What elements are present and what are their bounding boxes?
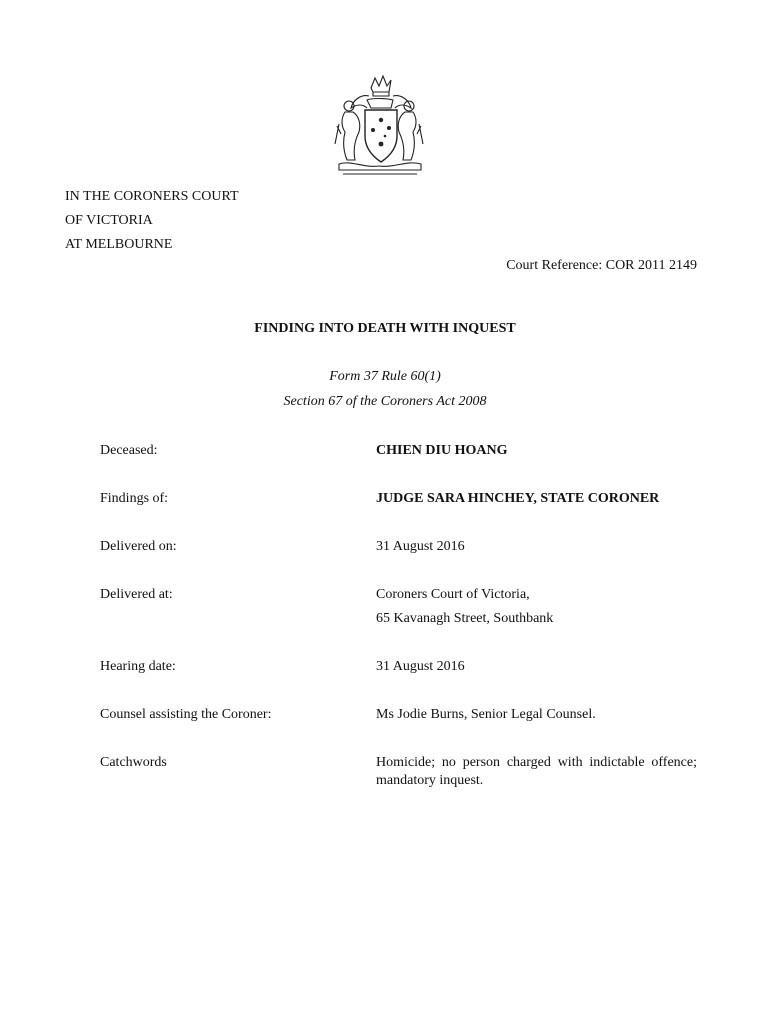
hearing-date-value: 31 August 2016	[376, 659, 465, 674]
delivered-at-value	[376, 583, 697, 631]
delivered-at-label: Delivered at:	[100, 587, 173, 602]
hearing-date-label: Hearing date:	[100, 659, 176, 674]
catchwords-value: Homicide; no person charged with indictable offence; mandatory inquest.	[376, 755, 697, 788]
findings-of-value: JUDGE SARA HINCHEY, STATE CORONER	[376, 491, 660, 506]
deceased-value: CHIEN DIU HOANG	[376, 443, 508, 458]
form-rule-line: Form 37 Rule 60(1)	[329, 369, 441, 384]
counsel-label: Counsel assisting the Coroner:	[100, 707, 272, 722]
court-name-block	[65, 185, 239, 257]
findings-of-label: Findings of:	[100, 491, 169, 506]
court-line-3: AT MELBOURNE	[65, 237, 173, 252]
court-reference: Court Reference: COR 2011 2149	[506, 258, 697, 273]
catchwords-label: Catchwords	[100, 755, 167, 770]
delivered-on-value: 31 August 2016	[376, 539, 465, 554]
delivered-at-line-1: Coroners Court of Victoria,	[376, 587, 530, 602]
victoria-coat-of-arms-icon	[331, 74, 427, 182]
deceased-label: Deceased:	[100, 443, 158, 458]
delivered-on-label: Delivered on:	[100, 539, 177, 554]
document-title: FINDING INTO DEATH WITH INQUEST	[254, 321, 516, 336]
court-line-1: IN THE CORONERS COURT	[65, 189, 239, 204]
counsel-value: Ms Jodie Burns, Senior Legal Counsel.	[376, 707, 596, 722]
form-section-line: Section 67 of the Coroners Act 2008	[283, 394, 487, 409]
court-line-2: OF VICTORIA	[65, 213, 153, 228]
delivered-at-line-2: 65 Kavanagh Street, Southbank	[376, 611, 554, 626]
